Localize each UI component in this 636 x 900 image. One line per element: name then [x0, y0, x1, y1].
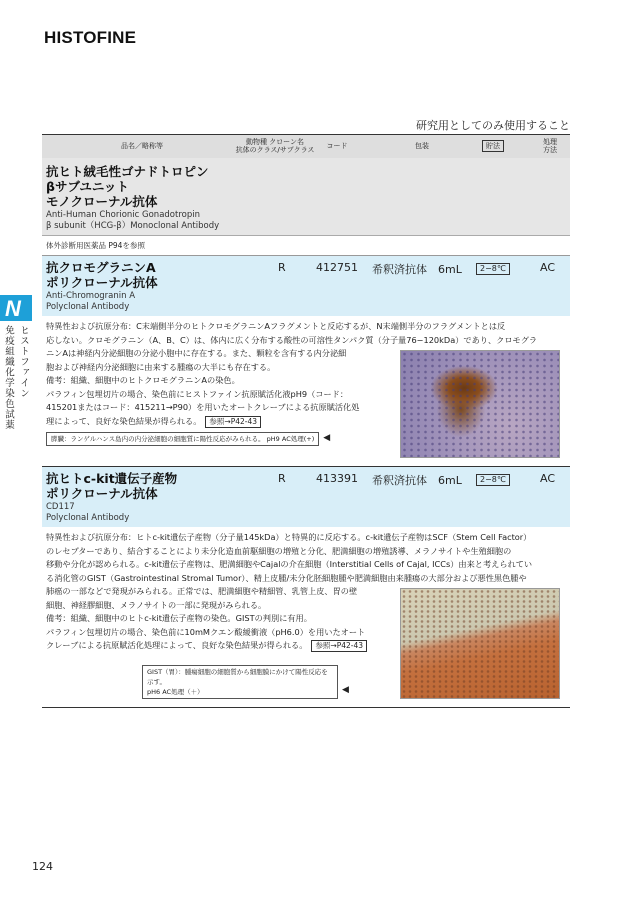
- header-method-l1: 処理: [543, 138, 557, 146]
- header-species-l2: 抗体のクラス/サブクラス: [235, 146, 315, 154]
- side-tab-col1: ヒストファイン: [18, 325, 29, 399]
- product1-title-l2: ポリクローナル抗体: [46, 275, 158, 290]
- product2-en-l2: Polyclonal Antibody: [46, 513, 130, 523]
- header-package: 包装: [415, 142, 429, 150]
- product2-title-l2: ポリクローナル抗体: [46, 486, 158, 501]
- product2-storage: 2−8℃: [476, 474, 510, 486]
- desc-line: 胞および神経内分泌細胞に由来する腫瘍の大半にも存在する。: [46, 361, 276, 372]
- group-title-l2: βサブユニット: [46, 179, 129, 194]
- header-code: コード: [326, 142, 348, 150]
- side-tab-col2: 免疫組織化学染色試薬: [3, 325, 14, 430]
- logo-letter: N: [5, 296, 21, 321]
- product-ckit: [42, 467, 570, 527]
- section-logo: [0, 295, 32, 321]
- group-title-l1: 抗ヒト絨毛性ゴナドトロピン: [46, 164, 209, 179]
- side-section-tab: [2, 325, 30, 430]
- desc-line: 特異性および抗原分布：C末端側半分のヒトクロモグラニンAフラグメントと反応するが、N末端側半分のフラグメントとは反: [46, 321, 506, 331]
- caption-arrow-icon: ◀: [323, 433, 331, 443]
- desc-line: のレセプターであり、結合することにより未分化造血前駆細胞の増殖と分化、肥満細胞の増殖誘導、メラノサイトや生殖細胞の: [46, 545, 512, 556]
- group-en-l1: Anti-Human Chorionic Gonadotropin: [46, 210, 200, 220]
- desc-text: 理によって、良好な染色結果が得られる。: [46, 415, 202, 426]
- product1-package: 希釈済抗体 6mL: [372, 263, 462, 276]
- product2-method: AC: [540, 472, 556, 485]
- product1-en-l1: Anti-Chromogranin A: [46, 291, 136, 301]
- product1-cells: [42, 261, 570, 275]
- product1-storage: 2−8℃: [476, 263, 510, 275]
- ref-link[interactable]: 参照→P42-43: [205, 416, 261, 428]
- product1-method: AC: [540, 261, 556, 274]
- research-use-note: 研究用としてのみ使用すること: [416, 119, 570, 132]
- image-caption: [142, 665, 338, 699]
- desc-line: 移動や分化が認められる。c-kit遺伝子産物は、肥満細胞やCajalの介在細胞（Interstitial Cells of Cajal, ICCs）由来と考えられてい: [46, 559, 533, 569]
- header-method: [530, 135, 570, 157]
- desc-line: 肺癌の一部などで発現がみられる。正常では、肥満細胞や精細管、乳管上皮、胃の壁: [46, 586, 358, 596]
- header-storage: [476, 135, 510, 157]
- table-header: [42, 134, 570, 158]
- group-en-l2: β subunit（HCG-β）Monoclonal Antibody: [46, 221, 220, 231]
- page-number: 124: [32, 860, 53, 873]
- desc-line: パラフィン包埋切片の場合、染色前に10mMクエン酸緩衝液（pH6.0）を用いたオート: [46, 626, 366, 637]
- desc-line: 備考：組織、細胞中のヒトc-kit遺伝子産物の染色。GISTの判別に有用。: [46, 613, 312, 623]
- brand-title: HISTOFINE: [44, 28, 137, 47]
- product2-species: R: [278, 472, 286, 485]
- group-hcg: [42, 158, 570, 235]
- desc-line: パラフィン包埋切片の場合、染色前にヒストファイン抗原賦活化液pH9（コード：: [46, 388, 349, 399]
- product1-en-l2: Polyclonal Antibody: [46, 302, 130, 312]
- header-species: [230, 135, 320, 157]
- header-name: 品名／略称等: [121, 142, 163, 150]
- product2-en-l1: CD117: [46, 502, 75, 512]
- desc-line: 細胞、神経膠細胞、メラノサイトの一部に発現がみられる。: [46, 599, 267, 610]
- product1-title-l1: 抗クロモグラニンA: [46, 260, 156, 275]
- product2-title-l1: 抗ヒトc-kit遺伝子産物: [46, 471, 178, 486]
- group-note: 体外診断用医薬品 P94を参照: [42, 235, 570, 255]
- group-title-l3: モノクローナル抗体: [46, 194, 158, 209]
- caption-line2: pH6 AC処理（＋）: [147, 687, 204, 696]
- caption-arrow-icon: ◀: [342, 685, 349, 696]
- product1-code: 412751: [316, 261, 358, 274]
- image-caption: 膵臓：ランゲルハンス島内の内分泌細胞の細胞質に陽性反応がみられる。 pH9 AC処理(+): [46, 432, 319, 446]
- desc-line: 備考：組織、細胞中のヒトクロモグラニンAの染色。: [46, 375, 240, 385]
- product2-code: 413391: [316, 472, 358, 485]
- header-storage-box: 貯法: [482, 140, 504, 152]
- desc-line: 特異性および抗原分布：ヒトc-kit遺伝子産物（分子量145kDa）と特異的に反応する。c-kit遺伝子産物はSCF（Stem Cell Factor）: [46, 532, 532, 542]
- header-species-l1: 動物種 クローン名: [245, 138, 305, 146]
- section-divider: [42, 707, 570, 708]
- header-method-l2: 方法: [543, 146, 557, 154]
- ref-link[interactable]: 参照→P42-43: [311, 640, 367, 652]
- product2-cells: [42, 472, 570, 486]
- product-chromogranin: [42, 255, 570, 316]
- desc-line: 応しない。クロモグラニン（A、B、C）は、体内に広く分布する酸性の可溶性タンパク質（分子量76−120kDa）であり、クロモグラ: [46, 334, 538, 345]
- product2-package: 希釈済抗体 6mL: [372, 474, 462, 487]
- product1-species: R: [278, 261, 286, 274]
- desc-line: る消化管のGIST（Gastrointestinal Stromal Tumor）、精上皮腫/未分化胚細胞腫や肥満細胞由来腫瘍の大部分および悪性黒色腫や: [46, 572, 527, 583]
- caption-line1: GIST（胃）：腫瘍細胞の細胞質から細胞膜にかけて陽性反応を示す。: [147, 667, 328, 686]
- gist-micrograph: [400, 588, 560, 699]
- pancreas-micrograph: [400, 350, 560, 458]
- desc-line: 415201またはコード：415211→P90）を用いたオートクレーブによる抗原賦活化処: [46, 402, 360, 412]
- desc-line: ニンAは神経内分泌細胞の分泌小胞中に存在する。また、顆粒を含有する内分泌細: [46, 348, 347, 358]
- desc-text: クレーブによる抗原賦活化処理によって、良好な染色結果が得られる。: [46, 640, 308, 650]
